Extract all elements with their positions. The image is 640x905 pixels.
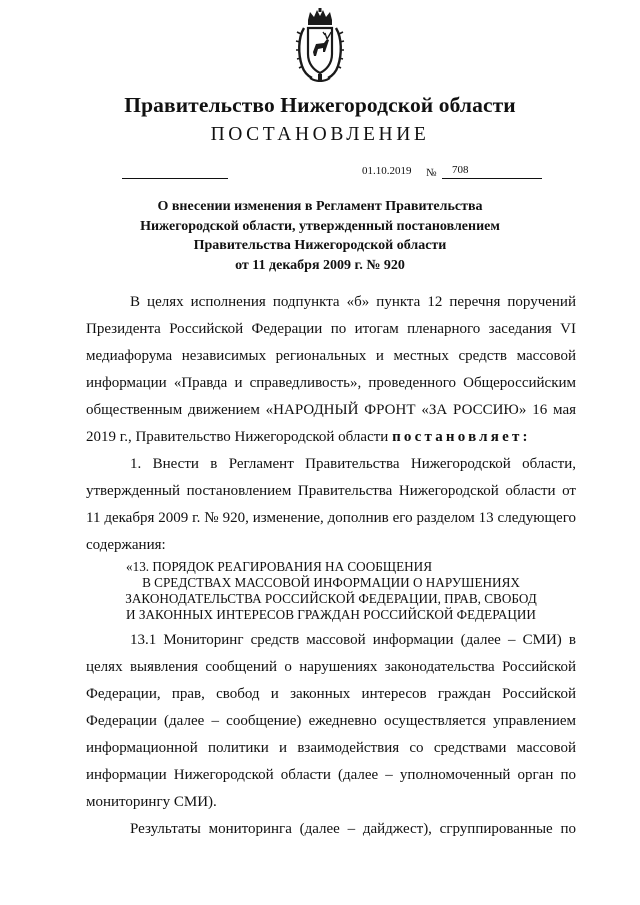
- number-sign: №: [426, 167, 437, 179]
- number-underline: [442, 178, 542, 179]
- section-title-line: В СРЕДСТВАХ МАССОВОЙ ИНФОРМАЦИИ О НАРУШЕНИЯХ: [142, 575, 520, 590]
- document-number: 708: [452, 164, 469, 176]
- date-blank-line: [122, 178, 228, 179]
- document-subject: [90, 197, 550, 275]
- section-title-line: «13. ПОРЯДОК РЕАГИРОВАНИЯ НА СООБЩЕНИЯ: [126, 559, 433, 574]
- paragraph-13-1: 13.1 Мониторинг средств массовой информации (далее – СМИ) в целях выявления сообщений о нарушениях законодательства Российской Федерации, прав, свобод и законных интересов граждан Российской Федерации (далее – сообщение) ежедневно осуществляется управлением информационной политики и взаимодействия со средствами массовой информации Нижегородской области (далее – уполномоченный орган по мониторингу СМИ).: [86, 632, 576, 810]
- document-date: 01.10.2019: [362, 165, 412, 177]
- section-title-line: ЗАКОНОДАТЕЛЬСТВА РОССИЙСКОЙ ФЕДЕРАЦИИ, ПРАВ, СВОБОД: [125, 591, 537, 606]
- coat-of-arms-icon: [294, 8, 346, 84]
- organization-title: Правительство Нижегородской области: [124, 93, 516, 117]
- document-body: [86, 289, 576, 843]
- subject-line: Нижегородской области, утвержденный постановлением: [140, 218, 500, 234]
- preamble-text: В целях исполнения подпункта «б» пункта 12 перечня поручений Президента Российской Федерации по итогам пленарного заседания VI медиафорума независимых региональных и местных средств массовой информации «Правда и справедливость», проведенного Общероссийским общественным движением «НАРОДНЫЙ ФРОНТ «ЗА РОССИЮ» 16 мая 2019 г., Правительство Нижегородской области: [86, 294, 576, 445]
- paragraph-digest: Результаты мониторинга (далее – дайджест), сгруппированные по: [130, 821, 576, 837]
- section-title-line: И ЗАКОННЫХ ИНТЕРЕСОВ ГРАЖДАН РОССИЙСКОЙ ФЕДЕРАЦИИ: [126, 607, 536, 622]
- resolves-keyword: постановляет:: [392, 429, 531, 445]
- paragraph-preamble: [86, 289, 576, 451]
- section-13-title: [86, 559, 576, 627]
- paragraph-item-1: 1. Внести в Регламент Правительства Нижегородской области, утвержденный постановлением Правительства Нижегородской области от 11 декабря 2009 г. № 920, изменение, дополнив его разделом 13 следующего содержания:: [86, 456, 576, 553]
- subject-line: Правительства Нижегородской области: [193, 238, 447, 253]
- subject-line: О внесении изменения в Регламент Правительства: [157, 199, 483, 214]
- document-type: ПОСТАНОВЛЕНИЕ: [210, 124, 430, 145]
- subject-line: от 11 декабря 2009 г. № 920: [235, 257, 405, 273]
